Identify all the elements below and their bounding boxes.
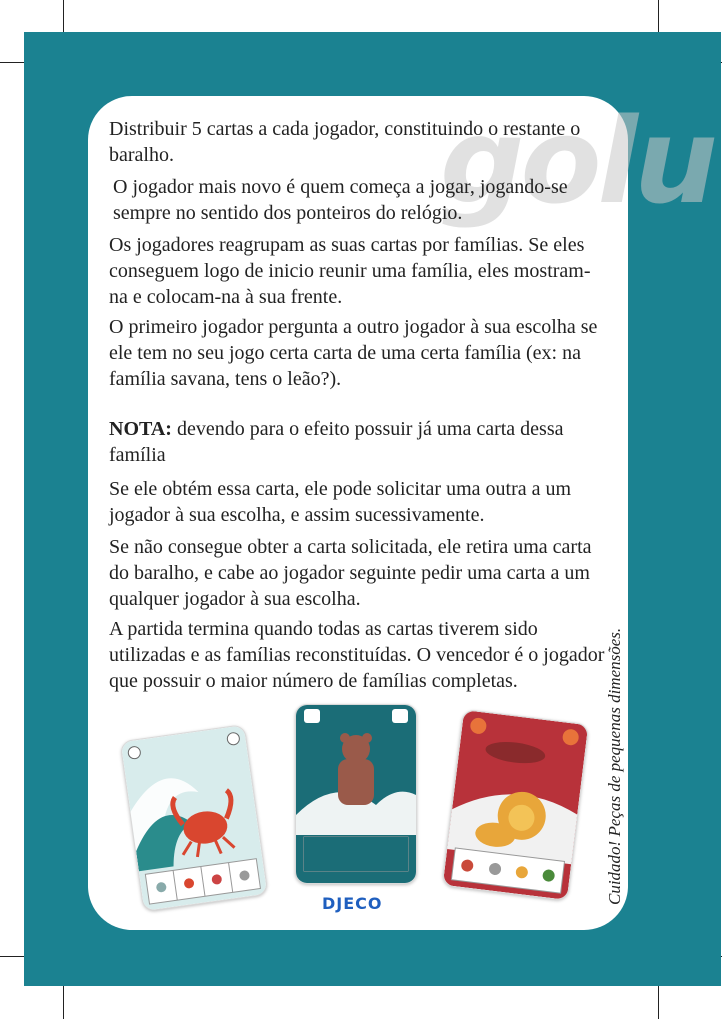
rule-paragraph-1: Distribuir 5 cartas a cada jogador, constituindo o restante o baralho. — [109, 118, 581, 166]
mini-card — [304, 837, 330, 871]
watermark: golu — [440, 92, 714, 230]
corner-icon — [392, 709, 408, 723]
rule-paragraph-4: O primeiro jogador pergunta a outro jogador à sua escolha se ele tem no seu jogo certa carta de uma certa família (ex: na família savana, tens o leão?). — [109, 316, 598, 390]
small-parts-warning: Cuidado! Peças de pequenas dimensões. — [605, 627, 624, 905]
bear-body — [338, 759, 374, 805]
bear-ear — [340, 733, 350, 743]
rule-paragraph-5: Se ele obtém essa carta, ele pode solicitar uma outra a um jogador à sua escolha, e assim sucessivamente. — [109, 478, 572, 526]
bear-card-art — [296, 705, 416, 883]
rule-paragraph-7: A partida termina quando todas as cartas tiverem sido utilizadas e as famílias reconstituídas. O vencedor é o jogador que possuir o maior número de famílias completas. — [109, 618, 605, 692]
mini-card — [330, 837, 356, 871]
corner-icon — [304, 709, 320, 723]
bear-card — [295, 704, 417, 884]
crab-card-art — [121, 725, 267, 911]
rule-paragraph-6: Se não consegue obter a carta solicitada, ele retira uma carta do baralho, e cabe ao jogador seguinte pedir uma carta a um qualquer jogador à sua escolha. — [109, 536, 592, 610]
lion-card — [442, 709, 590, 901]
bear-ear — [362, 733, 372, 743]
rule-paragraph-2: O jogador mais novo é quem começa a jogar, jogando-se sempre no sentido dos ponteiros do relógio. — [113, 176, 568, 224]
djeco-logo: DJECO — [322, 894, 383, 913]
mini-card — [382, 837, 408, 871]
crab-card — [120, 724, 269, 912]
lion-card-art — [443, 710, 589, 900]
note-paragraph: NOTA: devendo para o efeito possuir já uma carta dessa família — [109, 418, 564, 466]
rule-paragraph-3: Os jogadores reagrupam as suas cartas por famílias. Se eles conseguem logo de inicio reunir uma família, eles mostram-na e colocam-na à sua frente. — [109, 234, 591, 308]
mini-card — [356, 837, 382, 871]
